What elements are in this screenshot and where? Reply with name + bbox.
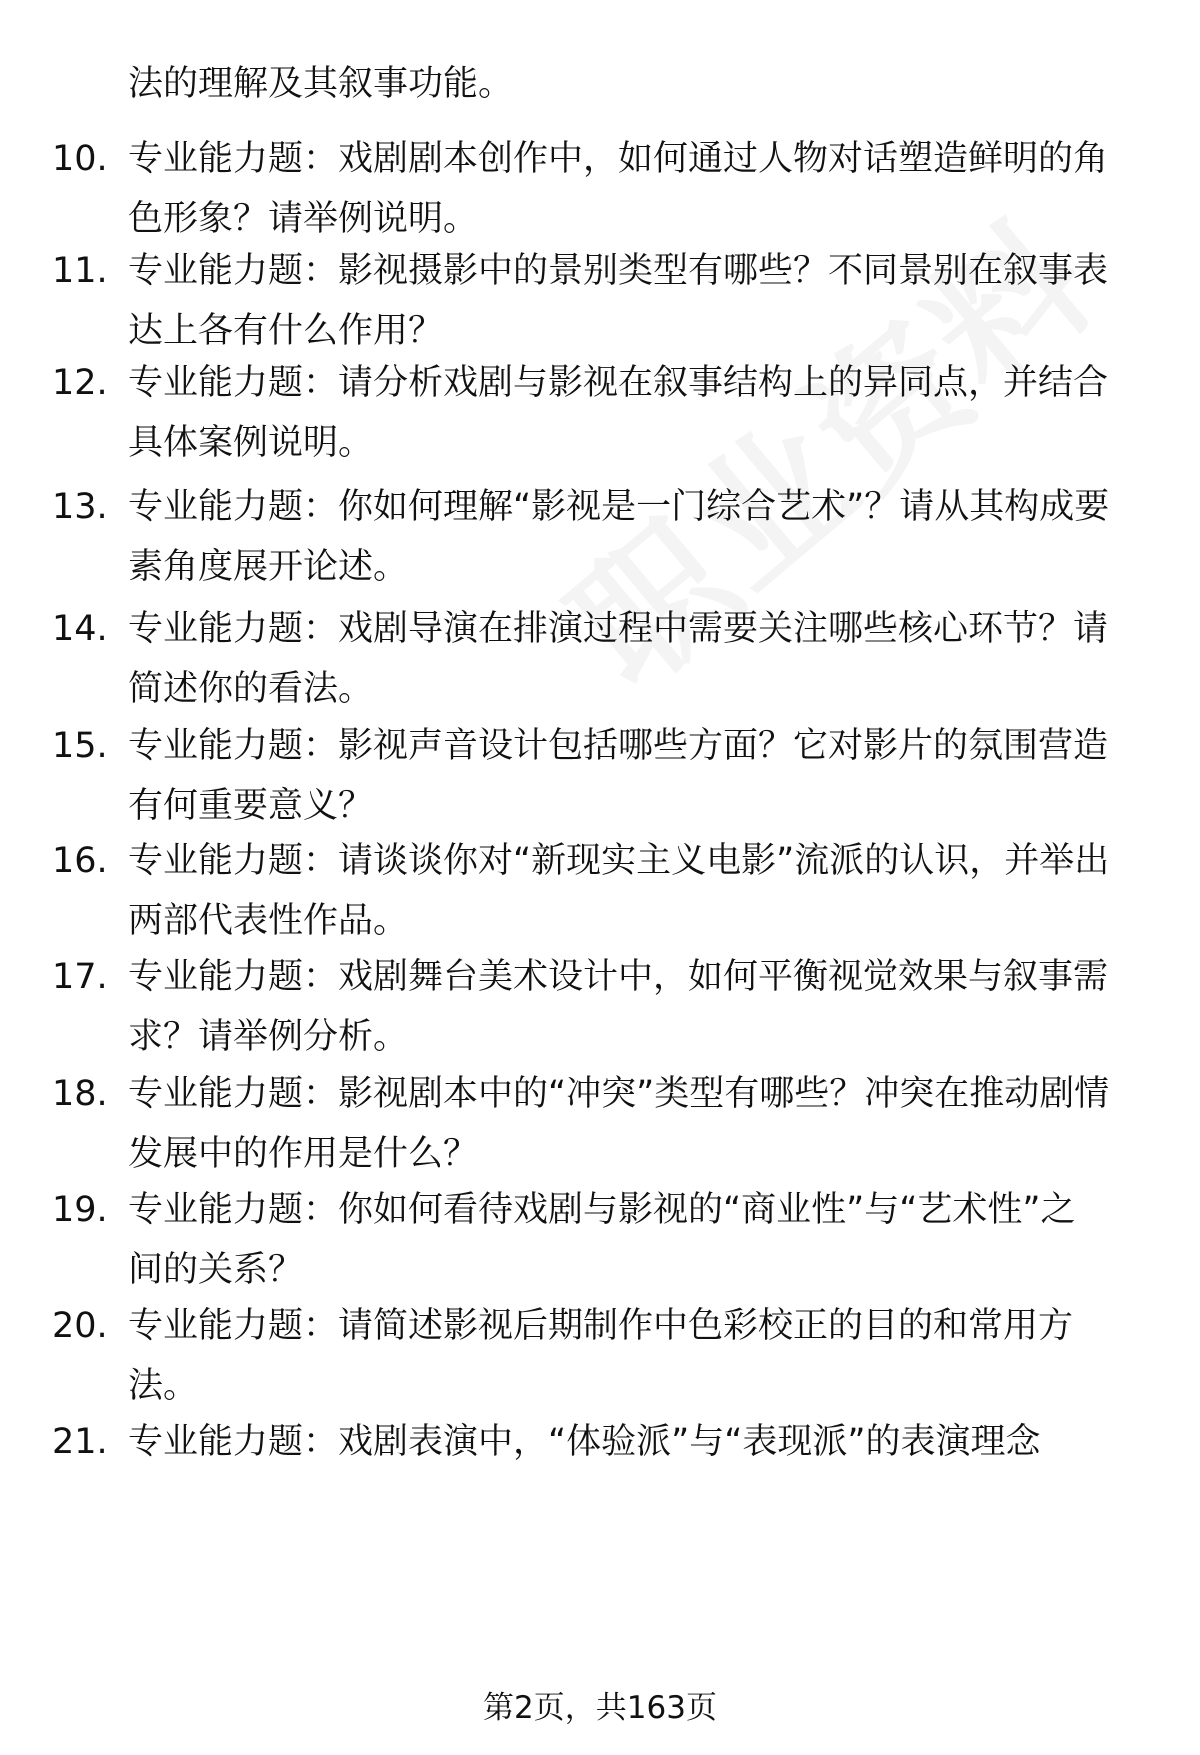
item-number: 13. bbox=[52, 487, 108, 527]
item-text: 专业能力题：戏剧舞台美术设计中，如何平衡视觉效果与叙事需求？请举例分析。 bbox=[128, 957, 1109, 1057]
list-item bbox=[0, 129, 1200, 259]
continuation-line: 法的理解及其叙事功能。 bbox=[128, 64, 514, 104]
item-number: 18. bbox=[52, 1074, 108, 1114]
list-item bbox=[0, 1412, 1200, 1542]
list-item bbox=[0, 1064, 1200, 1194]
item-text: 专业能力题：戏剧导演在排演过程中需要关注哪些核心环节？请简述你的看法。 bbox=[128, 609, 1109, 709]
item-text: 专业能力题：戏剧剧本创作中，如何通过人物对话塑造鲜明的角色形象？请举例说明。 bbox=[128, 139, 1109, 239]
item-number: 17. bbox=[52, 957, 108, 997]
list-item bbox=[0, 599, 1200, 729]
item-text: 专业能力题：影视剧本中的“冲突”类型有哪些？冲突在推动剧情发展中的作用是什么？ bbox=[128, 1074, 1110, 1174]
list-item bbox=[0, 831, 1200, 961]
item-number: 10. bbox=[52, 139, 108, 179]
item-number: 20. bbox=[52, 1306, 108, 1346]
item-number: 21. bbox=[52, 1422, 108, 1462]
list-item bbox=[0, 947, 1200, 1077]
item-text: 专业能力题：影视声音设计包括哪些方面？它对影片的氛围营造有何重要意义？ bbox=[128, 726, 1109, 826]
list-item bbox=[0, 477, 1200, 607]
item-text: 专业能力题：你如何理解“影视是一门综合艺术”？请从其构成要素角度展开论述。 bbox=[128, 487, 1110, 587]
item-text: 专业能力题：戏剧表演中，“体验派”与“表现派”的表演理念 bbox=[128, 1422, 1041, 1462]
item-number: 15. bbox=[52, 726, 108, 766]
list-item bbox=[0, 716, 1200, 846]
item-text: 专业能力题：影视摄影中的景别类型有哪些？不同景别在叙事表达上各有什么作用？ bbox=[128, 251, 1109, 351]
list-item bbox=[0, 241, 1200, 371]
item-text: 专业能力题：请简述影视后期制作中色彩校正的目的和常用方法。 bbox=[128, 1306, 1074, 1406]
item-number: 14. bbox=[52, 609, 108, 649]
item-text: 专业能力题：请谈谈你对“新现实主义电影”流派的认识，并举出两部代表性作品。 bbox=[128, 841, 1110, 941]
item-text: 专业能力题：请分析戏剧与影视在叙事结构上的异同点，并结合具体案例说明。 bbox=[128, 363, 1109, 463]
item-text: 专业能力题：你如何看待戏剧与影视的“商业性”与“艺术性”之间的关系？ bbox=[128, 1190, 1076, 1290]
item-number: 11. bbox=[52, 251, 108, 291]
list-item bbox=[0, 1180, 1200, 1310]
item-number: 12. bbox=[52, 363, 108, 403]
page-number-footer: 第2页，共163页 bbox=[483, 1690, 717, 1726]
list-item bbox=[0, 353, 1200, 483]
list-item bbox=[0, 1296, 1200, 1426]
item-number: 16. bbox=[52, 841, 108, 881]
item-number: 19. bbox=[52, 1190, 108, 1230]
